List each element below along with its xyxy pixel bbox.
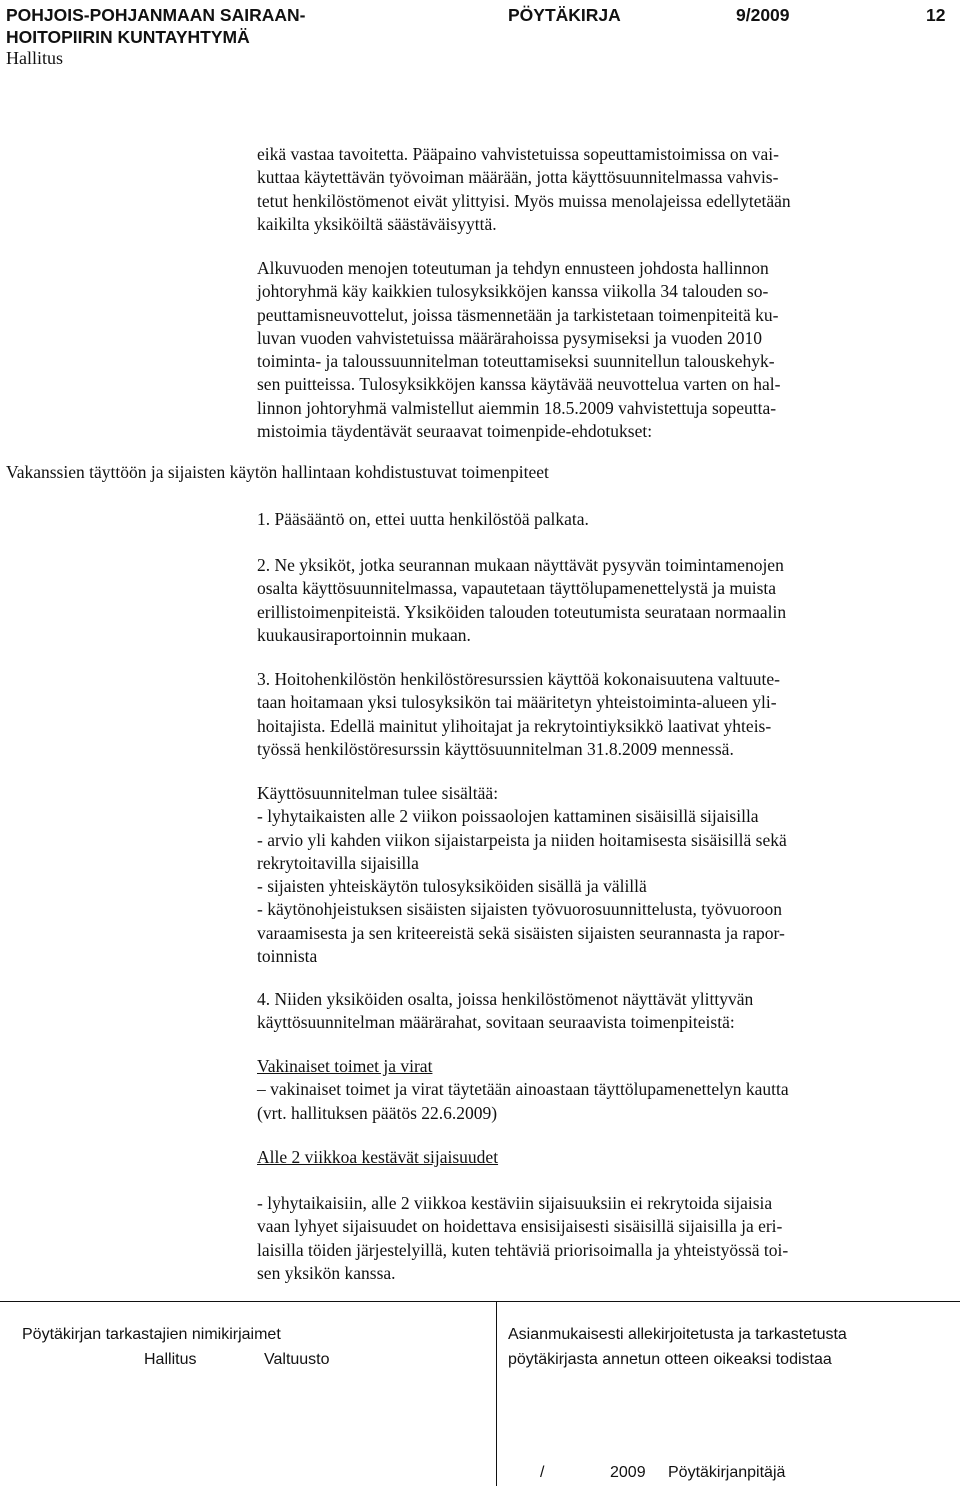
- text-line: taan hoitamaan yksi tulosyksikön tai määritetyn yhteistoiminta-alueen yli-: [257, 692, 777, 713]
- text-line: - arvio yli kahden viikon sijaistarpeista ja niiden hoitamisesta sisäisillä sekä: [257, 829, 787, 850]
- footer-date-slash: /: [540, 1464, 545, 1481]
- short-substitutions-text: [257, 1192, 952, 1285]
- text-line: erillistoimenpiteistä. Yksiköiden talouden toteutumista seurataan normaalin: [257, 601, 787, 622]
- permanent-posts-title: Vakinaiset toimet ja virat: [257, 1056, 433, 1076]
- footer-inspectors-title: Pöytäkirjan tarkastajien nimikirjaimet: [22, 1326, 281, 1343]
- text-line: 4. Niiden yksiköiden osalta, joissa henkilöstömenot näyttävät ylittyvän: [257, 989, 754, 1009]
- footer-divider-line: [0, 1301, 960, 1302]
- text-line: vaan lyhyet sijaisuudet on hoidettava ensisijaisesti sisäisillä sijaisilla ja eri-: [257, 1216, 783, 1237]
- text-line: luvan vuoden vahvistetuissa määrärahoissa pysymiseksi ja vuoden 2010: [257, 327, 762, 348]
- measure-item-2: [257, 554, 952, 647]
- text-line: varaamisesta ja sen kriteereistä sekä sisäisten sijaisten seurannasta ja rapor-: [257, 922, 785, 943]
- text-line: - sijaisten yhteiskäytön tulosyksiköiden sisällä ja välillä: [257, 876, 647, 897]
- measures-heading: Vakanssien täyttöön ja sijaisten käytön hallintaan kohdistustuvat toimenpiteet: [6, 462, 549, 482]
- footer-valtuusto-label: Valtuusto: [264, 1351, 330, 1368]
- measure-item-3: [257, 668, 952, 761]
- text-line: hoitajista. Edellä mainitut ylihoitajat ja rekrytointiyksikkö laativat yhteis-: [257, 715, 772, 736]
- organization-name: [6, 4, 406, 48]
- document-type: PÖYTÄKIRJA: [508, 5, 621, 25]
- paragraph-negotiations: [257, 257, 952, 443]
- text-line: laisilla töiden järjestelyillä, kuten tehtäviä priorisoimalla ja yhteistyössä toi-: [257, 1239, 789, 1260]
- footer-signer-title: Pöytäkirjanpitäjä: [668, 1464, 786, 1481]
- text-line: – vakinaiset toimet ja virat täytetään ainoastaan täyttölupamenettelyn kautta: [257, 1079, 789, 1100]
- text-line: rekrytoitavilla sijaisilla: [257, 852, 419, 873]
- text-line: - lyhytaikaisten alle 2 viikon poissaolojen kattaminen sisäisillä sijaisilla: [257, 806, 759, 827]
- measure-item-1: [257, 508, 952, 531]
- text-line: eikä vastaa tavoitetta. Pääpaino vahvistetuissa sopeuttamistoimissa on vai-: [257, 144, 779, 164]
- text-line: Alkuvuoden menojen toteutuman ja tehdyn ennusteen johdosta hallinnon: [257, 258, 769, 278]
- text-line: - käytönohjeistuksen sisäisten sijaisten työvuorosuunnittelusta, työvuoroon: [257, 899, 782, 920]
- section-name: Hallitus: [6, 48, 63, 68]
- text-line: - lyhytaikaisiin, alle 2 viikkoa kestäviin sijaisuuksiin ei rekrytoida sijaisia: [257, 1193, 773, 1213]
- measure-item-4: [257, 988, 952, 1035]
- text-line: kuukausiraportoinnin mukaan.: [257, 624, 471, 645]
- text-line: osalta käyttösuunnitelmassa, vapautetaan täyttölupamenettelystä ja muista: [257, 578, 777, 599]
- text-line: 3. Hoitohenkilöstön henkilöstöresurssien käyttöä kokonaisuutena valtuute-: [257, 669, 780, 689]
- text-line: peuttamisneuvottelut, joissa täsmennetään ja tarkistetaan toimenpiteitä ku-: [257, 304, 779, 325]
- text-line: Käyttösuunnitelman tulee sisältää:: [257, 783, 499, 803]
- text-line: kuttaa käytettävän työvoiman määrään, jotta käyttösuunnitelmassa vahvis-: [257, 167, 779, 188]
- text-line: kaikilta yksiköiltä säästäväisyyttä.: [257, 213, 497, 234]
- text-line: tetut henkilöstömenot eivät ylittyisi. Myös muissa menolajeissa edellytetään: [257, 190, 791, 211]
- text-line: toiminta- ja taloussuunnitelman toteuttamiseksi suunnitellun talouskehyk-: [257, 351, 775, 372]
- text-line: mistoimia täydentävät seuraavat toimenpide-ehdotukset:: [257, 421, 653, 442]
- footer-column-divider: [496, 1301, 497, 1486]
- document-number: 9/2009: [736, 5, 790, 25]
- usage-plan-list: [257, 782, 952, 968]
- text-line: 1. Pääsääntö on, ettei uutta henkilöstöä palkata.: [257, 509, 589, 529]
- footer-year: 2009: [610, 1464, 646, 1481]
- text-line: toinnista: [257, 946, 318, 967]
- text-line: johtoryhmä käy kaikkien tulosyksikköjen kanssa viikolla 34 talouden so-: [257, 281, 769, 302]
- permanent-posts-section: [257, 1055, 952, 1125]
- text-line: sen yksikön kanssa.: [257, 1262, 396, 1283]
- text-line: käyttösuunnitelman määrärahat, sovitaan seuraavista toimenpiteistä:: [257, 1012, 735, 1033]
- text-line: (vrt. hallituksen päätös 22.6.2009): [257, 1102, 498, 1123]
- text-line: sen puitteissa. Tulosyksikköjen kanssa käytävää neuvottelua varten on hal-: [257, 374, 781, 395]
- footer-certification-line2: pöytäkirjasta annetun otteen oikeaksi todistaa: [508, 1351, 832, 1368]
- short-substitutions-title: Alle 2 viikkoa kestävät sijaisuudet: [257, 1147, 499, 1167]
- paragraph-savings: [257, 143, 952, 236]
- footer-hallitus-label: Hallitus: [144, 1351, 197, 1368]
- text-line: linnon johtoryhmä valmistellut aiemmin 18.5.2009 vahvistettuja sopeutta-: [257, 397, 777, 418]
- organization-name-line2: HOITOPIIRIN KUNTAYHTYMÄ: [6, 27, 250, 47]
- short-substitutions-section: [257, 1146, 952, 1169]
- organization-name-line1: POHJOIS-POHJANMAAN SAIRAAN-: [6, 5, 306, 25]
- footer-certification-line1: Asianmukaisesti allekirjoitetusta ja tarkastetusta: [508, 1326, 847, 1343]
- text-line: työssä henkilöstöresurssin käyttösuunnitelman 31.8.2009 mennessä.: [257, 738, 734, 759]
- text-line: 2. Ne yksiköt, jotka seurannan mukaan näyttävät pysyvän toimintamenojen: [257, 555, 784, 575]
- page-number: 12: [926, 5, 946, 25]
